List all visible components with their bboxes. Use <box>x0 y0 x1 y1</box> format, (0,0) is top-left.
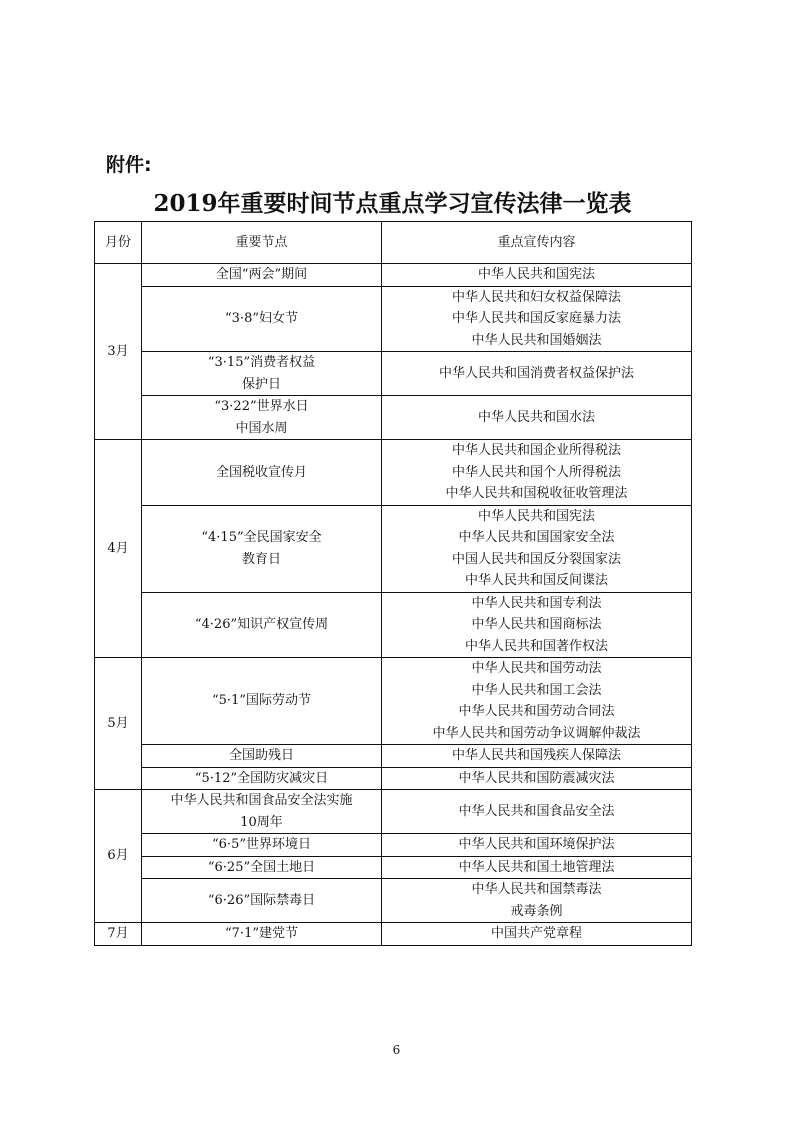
law-cell <box>382 396 692 440</box>
law-name: 中华人民共和国劳动合同法 <box>458 704 615 719</box>
month-cell: 6月 <box>95 790 142 923</box>
law-name: 中华人民共和国商标法 <box>471 617 602 632</box>
law-cell <box>382 879 692 923</box>
table-header-row <box>95 222 692 264</box>
table-row <box>95 856 692 879</box>
node-cell <box>142 658 382 745</box>
law-cell <box>382 834 692 857</box>
table-row <box>95 440 692 506</box>
law-cell <box>382 352 692 396</box>
table-row <box>95 286 692 352</box>
law-name: 中华人民共和国国家安全法 <box>458 530 615 545</box>
law-name: 中华人民共和国劳动争议调解仲裁法 <box>432 725 641 741</box>
law-cell <box>382 790 692 834</box>
law-name: 中华人民共和国土地管理法 <box>458 859 615 875</box>
table-row <box>95 745 692 768</box>
node-cell <box>142 440 382 506</box>
law-name: 中华人民共和国个人所得税法 <box>451 464 621 480</box>
month-cell: 3月 <box>95 264 142 440</box>
table-row <box>95 396 692 440</box>
law-name: 中国人民共和国反分裂国家法 <box>451 551 621 567</box>
node-cell <box>142 592 382 658</box>
node-cell <box>142 505 382 592</box>
table-row <box>95 352 692 396</box>
law-name: 中华人民共和国残疾人保障法 <box>451 748 621 763</box>
table-row <box>95 790 692 834</box>
node-cell <box>142 396 382 440</box>
node-cell <box>142 879 382 923</box>
node-cell <box>142 790 382 834</box>
law-name: 中华人民共和国水法 <box>477 409 595 425</box>
law-name: 戒毒条例 <box>510 903 563 919</box>
law-name: 中华人民共和国专利法 <box>471 595 602 611</box>
node-text: “6·5”世界环境日 <box>212 837 311 852</box>
law-cell <box>382 592 692 658</box>
law-cell <box>382 286 692 352</box>
node-text: 中国水周 <box>235 420 288 436</box>
law-cell <box>382 923 692 946</box>
node-text: 全国税收宣传月 <box>215 464 307 480</box>
node-text: “3·15”消费者权益 <box>207 355 316 370</box>
table-row <box>95 834 692 857</box>
document-title: 2019年重要时间节点重点学习宣传法律一览表 <box>153 190 632 217</box>
node-text: 中华人民共和国食品安全法实施 <box>170 793 353 808</box>
node-text: “5·1”国际劳动节 <box>212 693 311 709</box>
node-cell <box>142 286 382 352</box>
month-cell: 7月 <box>95 923 142 946</box>
law-cell <box>382 440 692 506</box>
law-name: 中华人民共和国禁毒法 <box>471 882 602 897</box>
node-text: 全国“两会”期间 <box>215 267 308 282</box>
law-cell <box>382 658 692 745</box>
node-text: 教育日 <box>241 551 281 567</box>
node-text: “4·26”知识产权宣传周 <box>194 617 329 632</box>
node-cell <box>142 352 382 396</box>
law-cell <box>382 856 692 879</box>
header-node: 重要节点 <box>142 222 382 264</box>
law-name: 中华人民共和国婚姻法 <box>471 332 602 348</box>
node-cell <box>142 923 382 946</box>
attachment-label: 附件: <box>106 154 152 176</box>
node-text: 10周年 <box>240 814 283 830</box>
node-text: “6·25”全国土地日 <box>207 859 316 875</box>
node-cell <box>142 767 382 790</box>
law-name: 中华人民共和国消费者权益保护法 <box>438 365 634 381</box>
node-text: 全国助残日 <box>228 748 294 763</box>
table-row <box>95 767 692 790</box>
law-cell <box>382 264 692 287</box>
page-number: 6 <box>392 1043 401 1057</box>
node-text: “6·26”国际禁毒日 <box>207 892 316 908</box>
law-name: 中华人民共和国防震减灾法 <box>458 770 615 786</box>
law-name: 中国共产党章程 <box>490 926 582 941</box>
law-name: 中华人民共和国税收征收管理法 <box>445 486 628 501</box>
node-text: “4·15”全民国家安全 <box>201 530 322 545</box>
table-row <box>95 923 692 946</box>
table-row <box>95 592 692 658</box>
header-month: 月份 <box>95 222 142 264</box>
law-name: 中华人民共和国宪法 <box>477 508 595 524</box>
node-cell <box>142 834 382 857</box>
node-cell <box>142 745 382 768</box>
law-name: 中华人民共和国著作权法 <box>464 638 608 654</box>
node-text: “5·12”全国防灾减灾日 <box>194 770 329 786</box>
law-name: 中华人民共和国反家庭暴力法 <box>451 311 621 326</box>
month-cell: 5月 <box>95 658 142 790</box>
law-schedule-table <box>94 221 692 946</box>
law-name: 中华人民共和国反间谍法 <box>464 573 608 588</box>
node-text: “3·8”妇女节 <box>225 311 298 326</box>
law-cell <box>382 505 692 592</box>
node-text: 保护日 <box>241 376 281 392</box>
table-row <box>95 879 692 923</box>
node-text: “3·22”世界水日 <box>214 399 309 414</box>
law-name: 中华人民共和国企业所得税法 <box>451 443 621 458</box>
law-cell <box>382 745 692 768</box>
law-name: 中华人民共和国宪法 <box>477 267 595 282</box>
law-name: 中华人民共和国工会法 <box>471 682 602 698</box>
law-cell <box>382 767 692 790</box>
law-name: 中华人民共和国环境保护法 <box>458 837 615 852</box>
table-row <box>95 264 692 287</box>
law-name: 中华人民共和国食品安全法 <box>458 803 615 819</box>
table-row <box>95 658 692 745</box>
node-text: “7·1”建党节 <box>225 926 298 941</box>
node-cell <box>142 856 382 879</box>
table-row <box>95 505 692 592</box>
header-law: 重点宣传内容 <box>382 222 692 264</box>
law-name: 中华人民共和国劳动法 <box>471 661 602 676</box>
node-cell <box>142 264 382 287</box>
law-name: 中华人民共和妇女权益保障法 <box>451 289 621 305</box>
month-cell: 4月 <box>95 440 142 658</box>
